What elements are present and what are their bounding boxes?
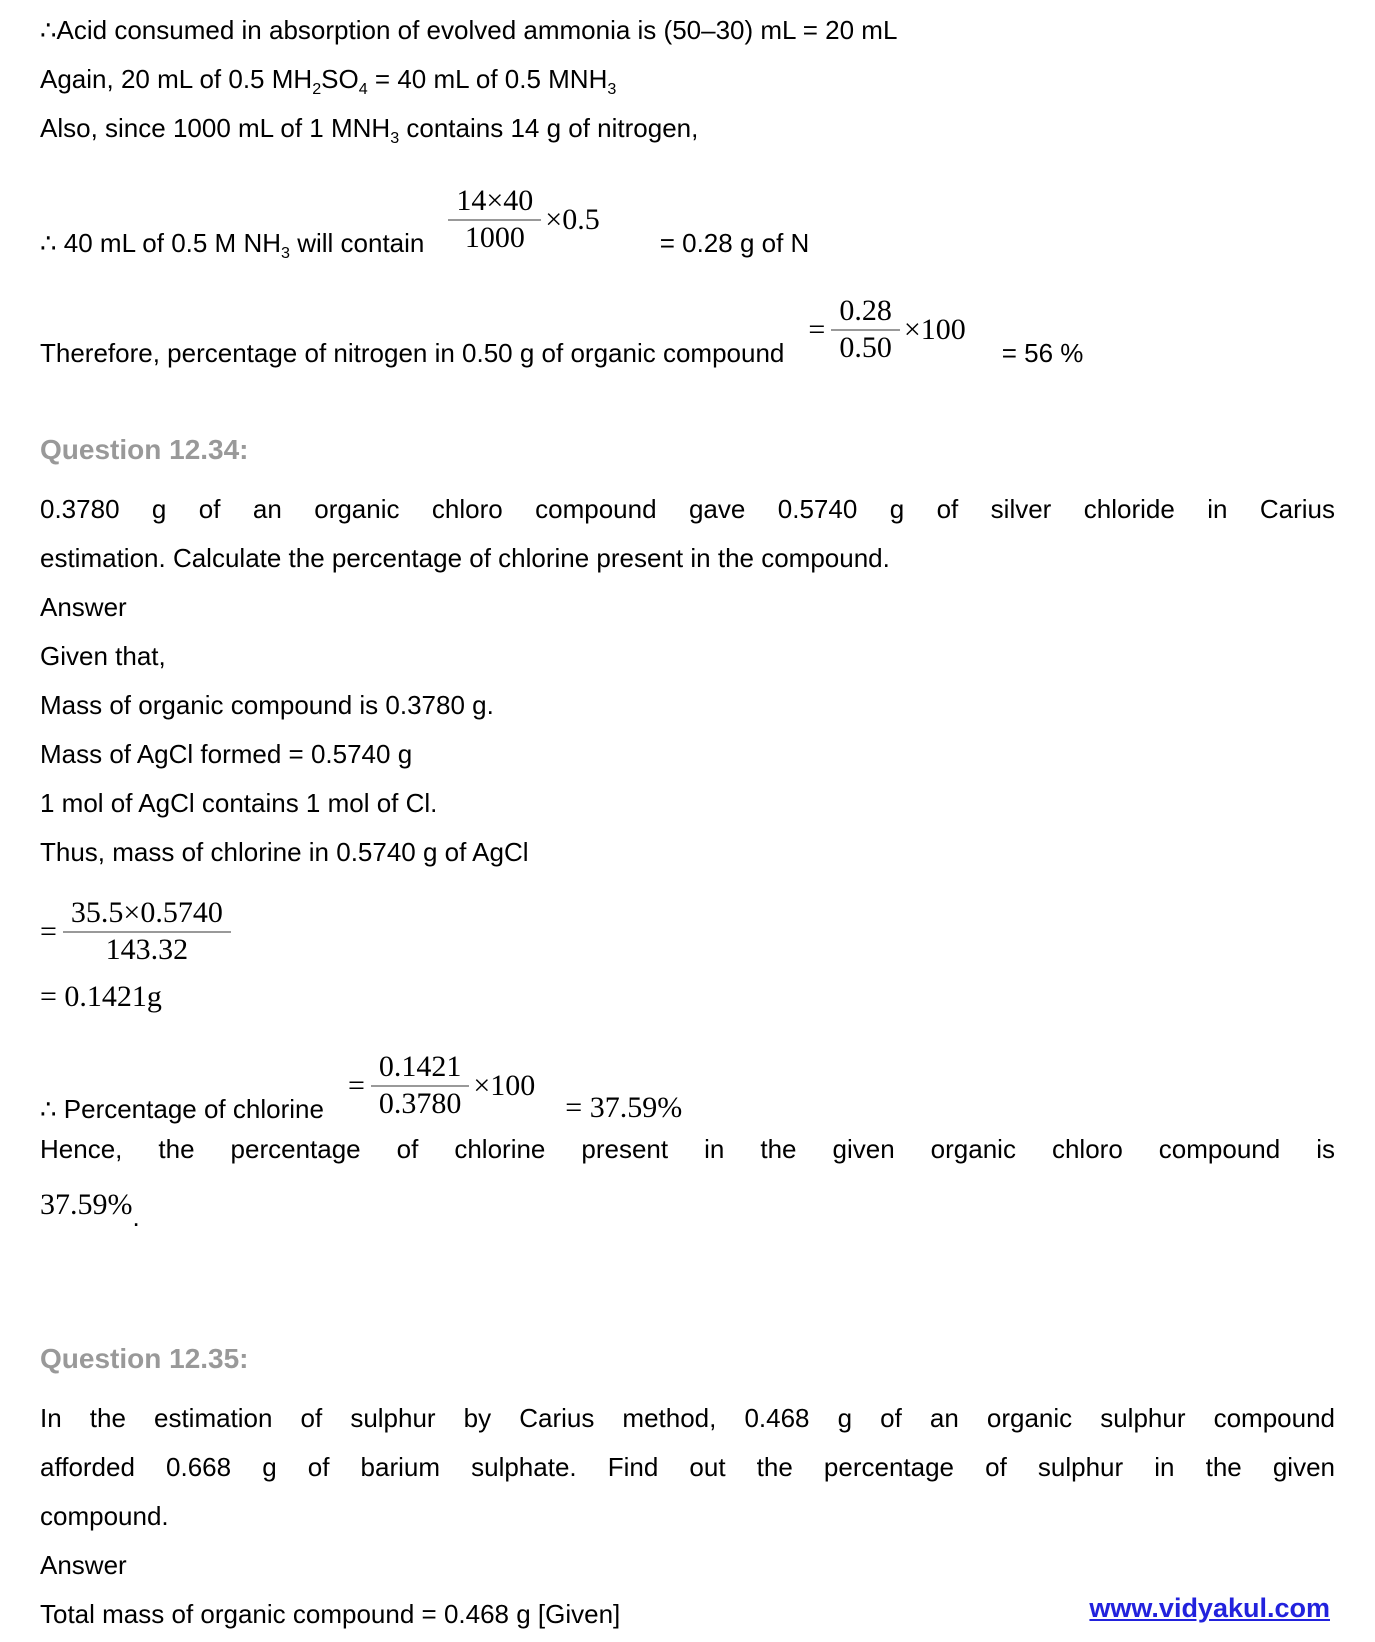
- fraction: [371, 1050, 470, 1121]
- paragraph-line: In the estimation of sulphur by Carius method, 0.468 g of an organic sulphur compound: [40, 1403, 1335, 1433]
- multiplier: ×100: [903, 312, 966, 346]
- sentence-period: .: [132, 1202, 140, 1232]
- chlorine-percentage-value: [40, 1180, 1335, 1242]
- question-12-34-text: [40, 485, 1335, 583]
- equation-prefix: ∴ Percentage of chlorine: [40, 1094, 324, 1124]
- chlorine-mass-equation-row: [40, 885, 1335, 971]
- thus-mass-chlorine-line: Thus, mass of chlorine in 0.5740 g of AgCl: [40, 837, 529, 867]
- fraction-denominator: 1000: [464, 220, 525, 254]
- text-segment: contains 14 g of nitrogen,: [399, 113, 699, 143]
- fraction-numerator: 0.28: [839, 294, 892, 327]
- equation-result: = 0.28 g of N: [659, 228, 810, 258]
- chlorine-mass-fraction: [40, 896, 231, 967]
- statement-nitrogen-content: [40, 104, 1335, 153]
- text-segment: SO: [321, 64, 359, 94]
- equation-prefix: Therefore, percentage of nitrogen in 0.50 g of organic compound: [40, 338, 785, 368]
- multiplier: ×100: [473, 1068, 536, 1102]
- answer-label: Answer: [40, 1550, 127, 1580]
- equation-prefix: [40, 228, 425, 263]
- subscript: 4: [358, 80, 368, 99]
- equation-result: = 56 %: [1001, 338, 1084, 368]
- equals-sign: =: [808, 312, 826, 346]
- fraction: [448, 184, 541, 255]
- text-segment: = 40 mL of 0.5 MNH: [367, 64, 608, 94]
- fraction-numerator: 14×40: [456, 184, 534, 217]
- subscript: 3: [607, 80, 617, 99]
- nitrogen-mass-fraction: [448, 184, 599, 255]
- mass-agcl-line: Mass of AgCl formed = 0.5740 g: [40, 739, 413, 769]
- paragraph-line: compound.: [40, 1501, 169, 1531]
- question-heading-12-34: Question 12.34:: [40, 434, 249, 465]
- mass-organic-compound-line: Mass of organic compound is 0.3780 g.: [40, 690, 494, 720]
- paragraph-line: estimation. Calculate the percentage of chlorine present in the compound.: [40, 543, 890, 573]
- statement-again-conversion: [40, 55, 1335, 104]
- answer-label: Answer: [40, 592, 127, 622]
- text-segment: ∴ 40 mL of 0.5 M NH: [40, 228, 281, 258]
- total-mass-line: Total mass of organic compound = 0.468 g [Given]: [40, 1599, 621, 1629]
- text-segment: Also, since 1000 mL of 1 MNH: [40, 113, 391, 143]
- text-segment: will contain: [289, 228, 425, 258]
- statement-acid-consumed: ∴Acid consumed in absorption of evolved ammonia is (50–30) mL = 20 mL: [40, 15, 898, 45]
- fraction-numerator: 0.1421: [378, 1050, 462, 1083]
- hence-conclusion-line: Hence, the percentage of chlorine present in the given organic chloro compound is: [40, 1134, 1335, 1164]
- fraction: [831, 294, 900, 365]
- paragraph-line: afforded 0.668 g of barium sulphate. Find out the percentage of sulphur in the given: [40, 1452, 1335, 1482]
- vidyakul-link[interactable]: www.vidyakul.com: [1089, 1593, 1330, 1623]
- nitrogen-mass-equation-row: [40, 163, 1335, 263]
- text-segment: Again, 20 mL of 0.5 MH: [40, 64, 313, 94]
- percentage-value: 37.59%: [40, 1188, 133, 1221]
- equation-result: = 37.59%: [565, 1091, 683, 1124]
- subscript: 3: [281, 244, 290, 263]
- equals-sign: =: [347, 1068, 365, 1102]
- question-12-35-text: [40, 1394, 1335, 1541]
- subscript: 2: [312, 80, 322, 99]
- question-heading-12-35: Question 12.35:: [40, 1343, 249, 1374]
- nitrogen-percentage-equation-row: [40, 273, 1335, 369]
- given-that-line: Given that,: [40, 641, 166, 671]
- mol-agcl-line: 1 mol of AgCl contains 1 mol of Cl.: [40, 788, 438, 818]
- chlorine-mass-result: = 0.1421g: [40, 980, 162, 1013]
- fraction-denominator: 143.32: [105, 932, 189, 966]
- equals-sign: =: [40, 914, 57, 948]
- multiplier: ×0.5: [545, 202, 600, 236]
- chlorine-percentage-fraction: [348, 1050, 535, 1121]
- fraction-denominator: 0.50: [839, 330, 892, 364]
- chlorine-percentage-equation-row: [40, 1029, 1335, 1125]
- subscript: 3: [390, 129, 400, 148]
- nitrogen-percentage-fraction: [808, 294, 965, 365]
- paragraph-line: 0.3780 g of an organic chloro compound gave 0.5740 g of silver chloride in Carius: [40, 494, 1335, 524]
- fraction-denominator: 0.3780: [378, 1086, 462, 1120]
- fraction: [63, 896, 231, 967]
- fraction-numerator: 35.5×0.5740: [70, 896, 223, 929]
